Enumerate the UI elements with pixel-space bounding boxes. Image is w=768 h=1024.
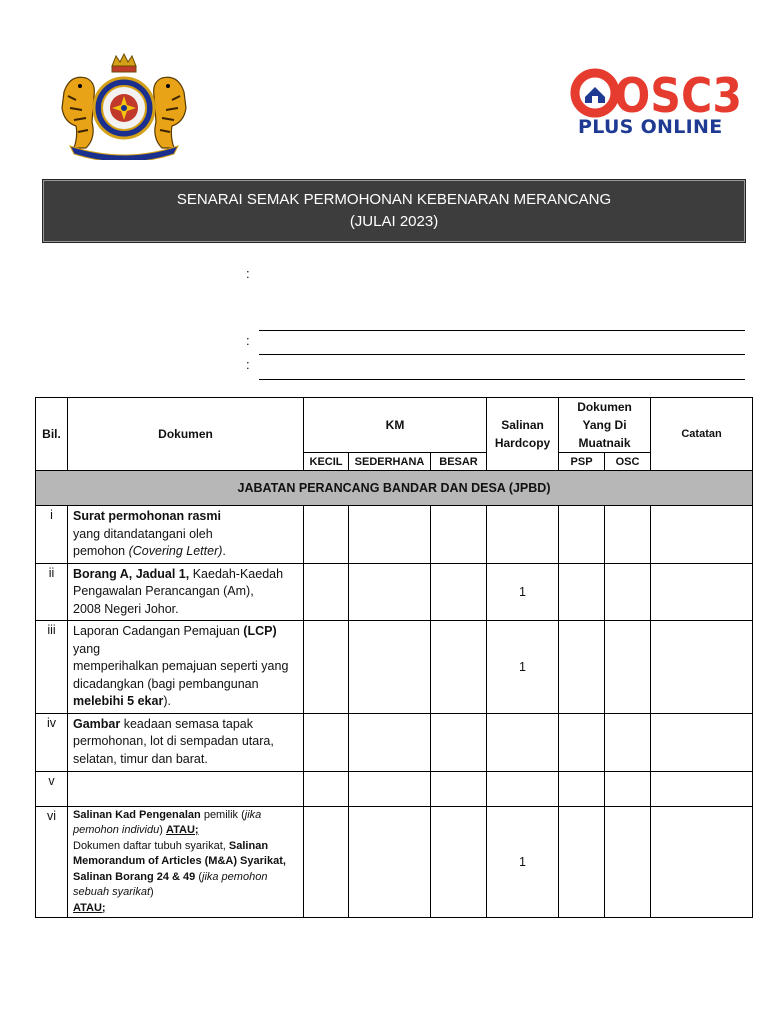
header-besar: BESAR bbox=[431, 453, 487, 471]
row-number: iv bbox=[36, 713, 68, 771]
sederhana-cell[interactable] bbox=[349, 771, 431, 806]
header-sederhana: SEDERHANA bbox=[349, 453, 431, 471]
hardcopy-cell[interactable] bbox=[487, 771, 559, 806]
osc3-logo-icon bbox=[570, 68, 745, 122]
header-bil: Bil. bbox=[36, 398, 68, 471]
header-salinan-hardcopy: Salinan Hardcopy bbox=[487, 398, 559, 471]
psp-cell[interactable] bbox=[559, 806, 605, 918]
row-number: v bbox=[36, 771, 68, 806]
row-number: ii bbox=[36, 563, 68, 621]
osc3-plus-online-logo bbox=[570, 68, 745, 143]
header-km: KM bbox=[304, 398, 487, 453]
table-row bbox=[36, 771, 753, 806]
document-date: (JULAI 2023) bbox=[349, 213, 439, 230]
sederhana-cell[interactable] bbox=[349, 563, 431, 621]
document-description: Salinan Kad Pengenalan pemilik (jika pemohon individu) ATAU; Dokumen daftar tubuh syarikat, Salinan Memorandum of Articles (M&A) Syarikat, Salinan Borang 24 & 49 (jika pemohon sebuah syarikat) ATAU; bbox=[68, 806, 304, 918]
catatan-cell[interactable] bbox=[651, 506, 753, 564]
kecil-cell[interactable] bbox=[304, 771, 349, 806]
psp-cell[interactable] bbox=[559, 506, 605, 564]
header-dokumen: Dokumen bbox=[68, 398, 304, 471]
kecil-cell[interactable] bbox=[304, 621, 349, 714]
field-colon-1: : bbox=[246, 266, 250, 281]
osc-cell[interactable] bbox=[605, 771, 651, 806]
psp-cell[interactable] bbox=[559, 621, 605, 714]
document-title: SENARAI SEMAK PERMOHONAN KEBENARAN MERANCANG bbox=[176, 191, 612, 208]
table-row bbox=[36, 806, 753, 918]
header-dokumen-muatnaik: Dokumen Yang Di Muatnaik bbox=[559, 398, 651, 453]
osc-cell[interactable] bbox=[605, 563, 651, 621]
row-number: vi bbox=[36, 806, 68, 918]
catatan-cell[interactable] bbox=[651, 806, 753, 918]
besar-cell[interactable] bbox=[431, 771, 487, 806]
hardcopy-cell[interactable]: 1 bbox=[487, 563, 559, 621]
johor-state-crest-icon bbox=[56, 52, 192, 160]
document-description bbox=[68, 771, 304, 806]
document-description: Gambar keadaan semasa tapak permohonan, lot di sempadan utara, selatan, timur dan barat. bbox=[68, 713, 304, 771]
field-colon-2: : bbox=[246, 333, 250, 348]
document-description: Borang A, Jadual 1, Kaedah-Kaedah Pengawalan Perancangan (Am), 2008 Negeri Johor. bbox=[68, 563, 304, 621]
sederhana-cell[interactable] bbox=[349, 806, 431, 918]
catatan-cell[interactable] bbox=[651, 771, 753, 806]
osc-cell[interactable] bbox=[605, 506, 651, 564]
document-description: Surat permohonan rasmi yang ditandatangani oleh pemohon (Covering Letter). bbox=[68, 506, 304, 564]
kecil-cell[interactable] bbox=[304, 713, 349, 771]
catatan-cell[interactable] bbox=[651, 563, 753, 621]
field-line-1[interactable] bbox=[259, 330, 745, 331]
hardcopy-cell[interactable] bbox=[487, 713, 559, 771]
field-line-3[interactable] bbox=[259, 379, 745, 380]
osc-cell[interactable] bbox=[605, 713, 651, 771]
table-row bbox=[36, 713, 753, 771]
hardcopy-cell[interactable]: 1 bbox=[487, 621, 559, 714]
besar-cell[interactable] bbox=[431, 506, 487, 564]
header-kecil: KECIL bbox=[304, 453, 349, 471]
table-row bbox=[36, 563, 753, 621]
osc3-letters: OSC3 bbox=[614, 69, 742, 122]
besar-cell[interactable] bbox=[431, 563, 487, 621]
row-number: i bbox=[36, 506, 68, 564]
sederhana-cell[interactable] bbox=[349, 713, 431, 771]
kecil-cell[interactable] bbox=[304, 806, 349, 918]
document-title-box bbox=[42, 179, 746, 243]
besar-cell[interactable] bbox=[431, 806, 487, 918]
field-colon-3: : bbox=[246, 357, 250, 372]
document-description: Laporan Cadangan Pemajuan (LCP) yang memperihalkan pemajuan seperti yang dicadangkan (bagi pembangunan melebihi 5 ekar). bbox=[68, 621, 304, 714]
row-number: iii bbox=[36, 621, 68, 714]
header-osc: OSC bbox=[605, 453, 651, 471]
catatan-cell[interactable] bbox=[651, 713, 753, 771]
hardcopy-cell[interactable] bbox=[487, 506, 559, 564]
osc-cell[interactable] bbox=[605, 621, 651, 714]
osc-subtitle: PLUS ONLINE bbox=[578, 116, 723, 138]
osc-cell[interactable] bbox=[605, 806, 651, 918]
header-psp: PSP bbox=[559, 453, 605, 471]
table-row bbox=[36, 621, 753, 714]
besar-cell[interactable] bbox=[431, 713, 487, 771]
kecil-cell[interactable] bbox=[304, 506, 349, 564]
kecil-cell[interactable] bbox=[304, 563, 349, 621]
catatan-cell[interactable] bbox=[651, 621, 753, 714]
table-row bbox=[36, 506, 753, 564]
psp-cell[interactable] bbox=[559, 771, 605, 806]
besar-cell[interactable] bbox=[431, 621, 487, 714]
header-catatan: Catatan bbox=[651, 398, 753, 471]
field-line-2[interactable] bbox=[259, 354, 745, 355]
psp-cell[interactable] bbox=[559, 713, 605, 771]
sederhana-cell[interactable] bbox=[349, 506, 431, 564]
psp-cell[interactable] bbox=[559, 563, 605, 621]
sederhana-cell[interactable] bbox=[349, 621, 431, 714]
checklist-table bbox=[35, 397, 753, 918]
section-jpbd: JABATAN PERANCANG BANDAR DAN DESA (JPBD) bbox=[36, 471, 753, 506]
hardcopy-cell[interactable]: 1 bbox=[487, 806, 559, 918]
